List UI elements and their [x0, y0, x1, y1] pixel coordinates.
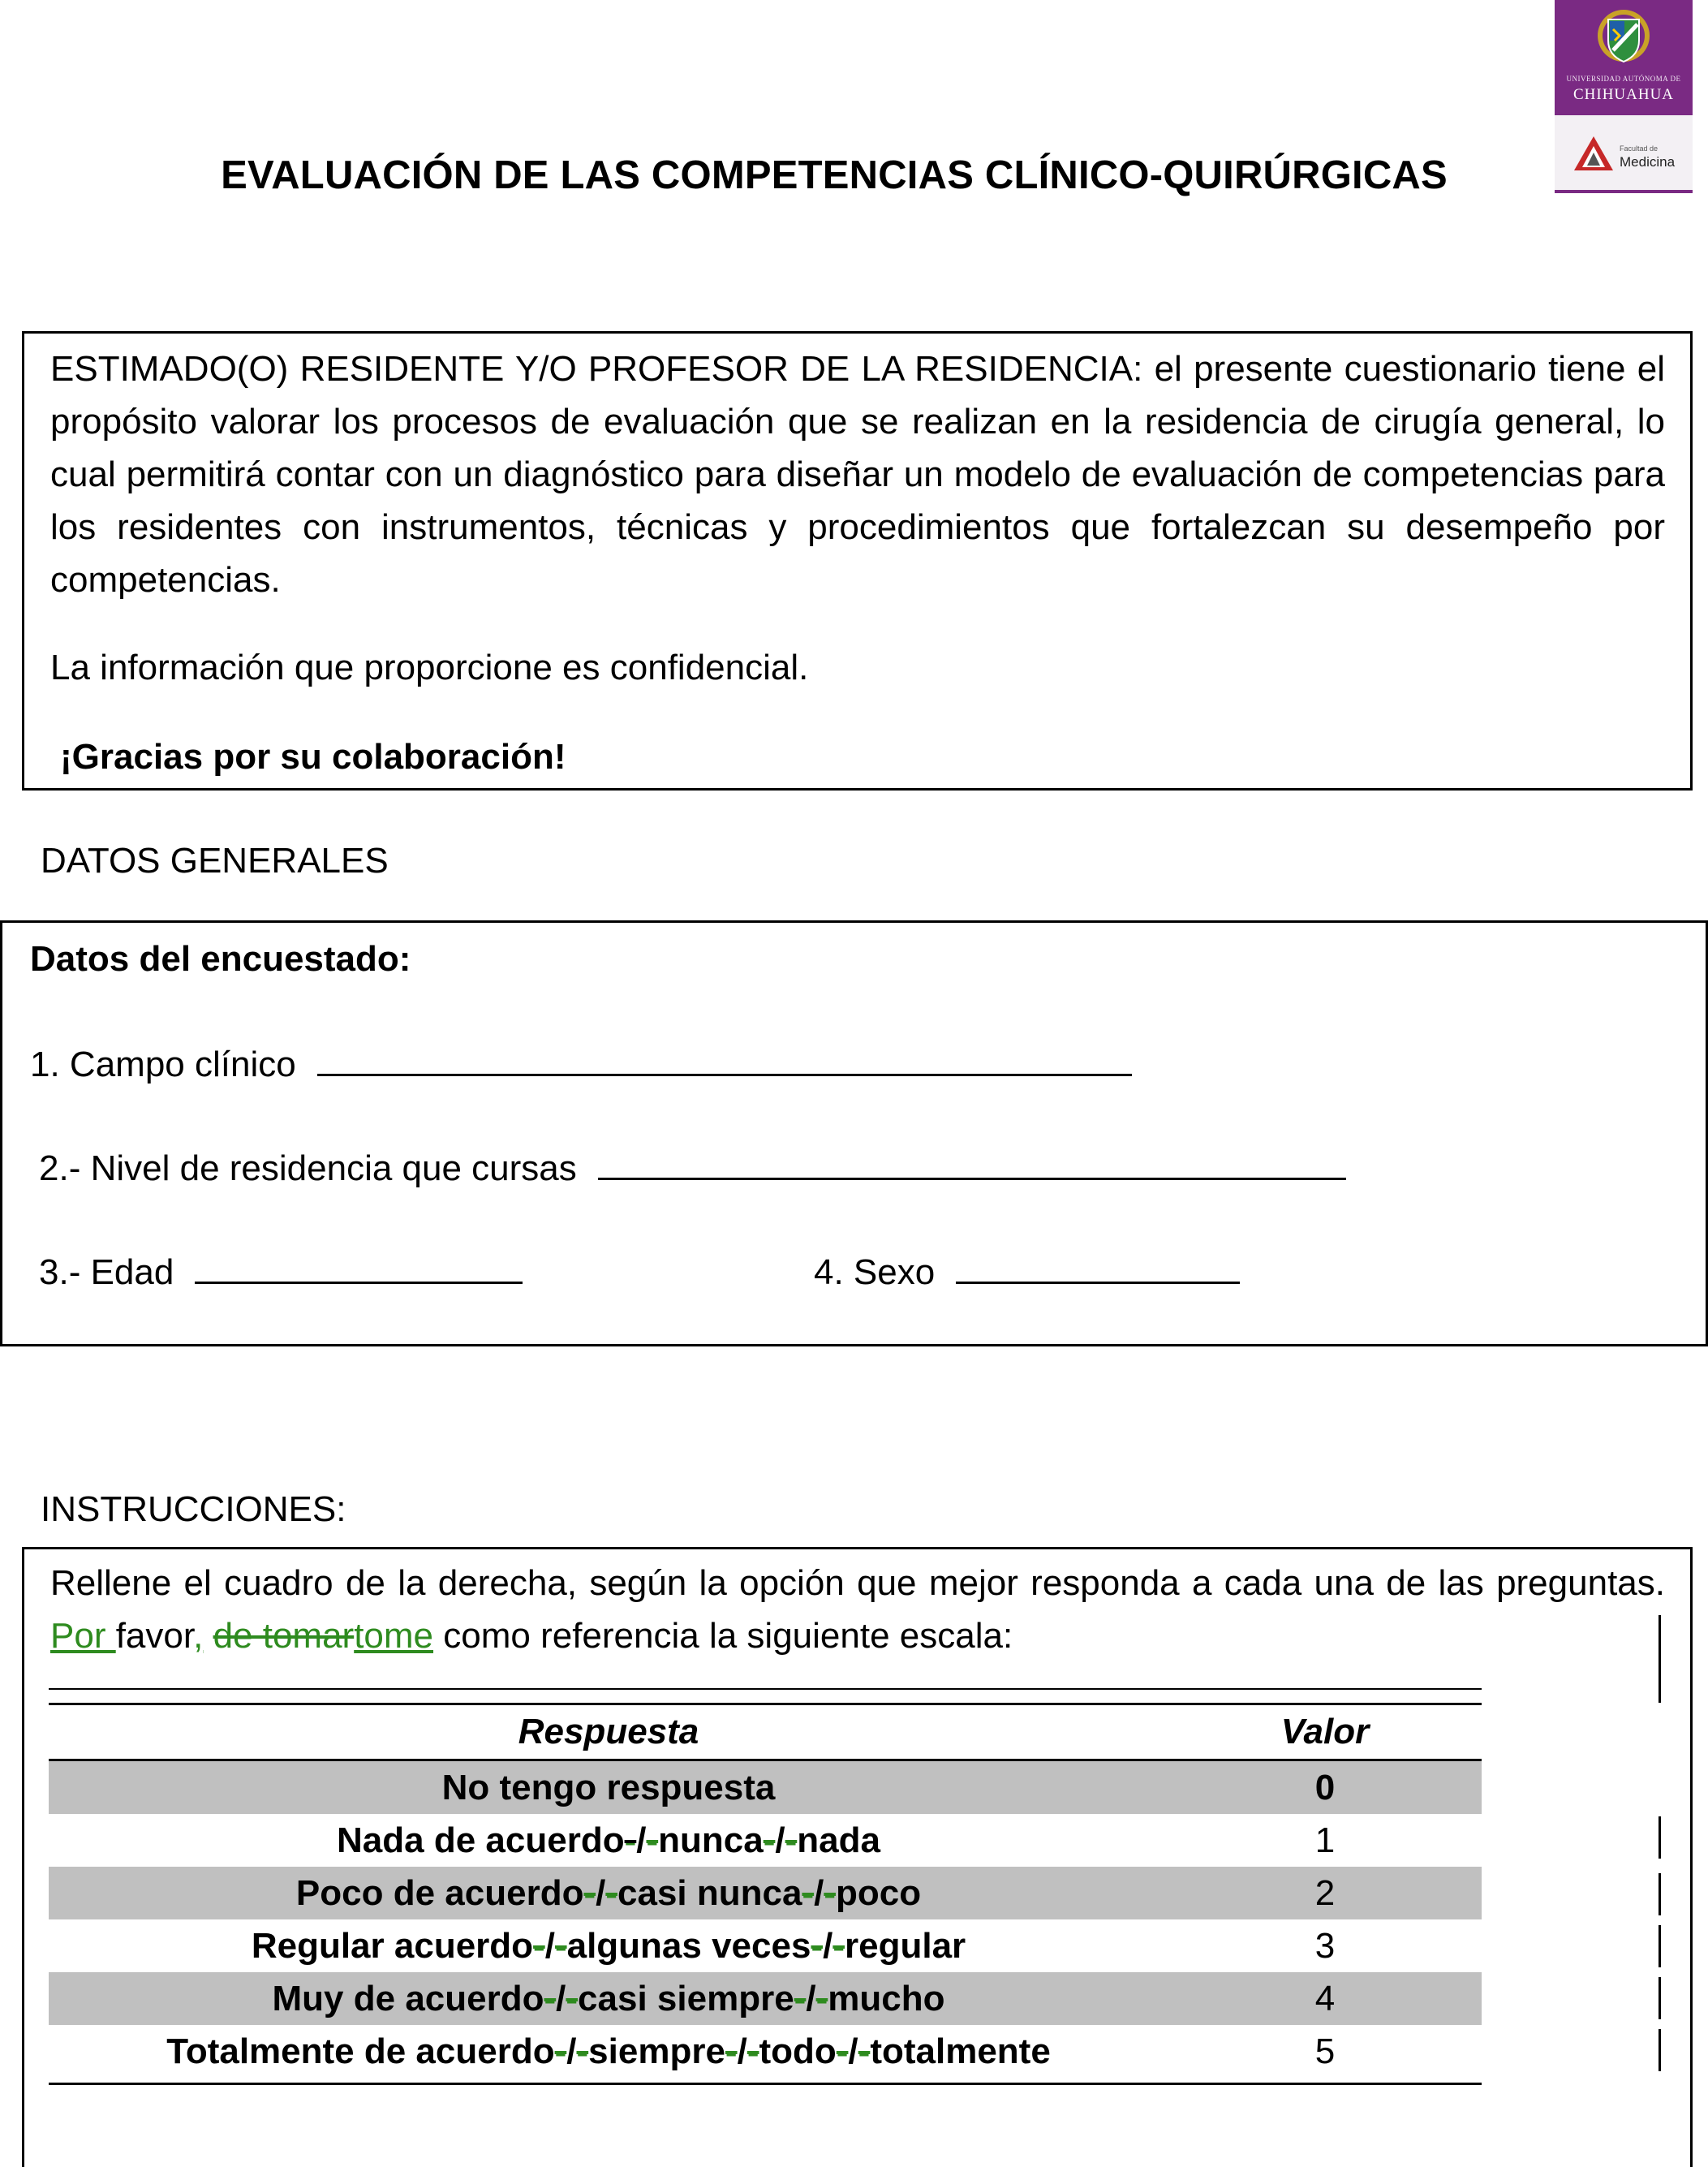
separator-mark: - [554, 2031, 567, 2071]
separator-mark: - [566, 1978, 579, 2018]
table-header [49, 1705, 1482, 1761]
respuesta-part: totalmente [870, 2031, 1051, 2071]
separator-mark: - [836, 2031, 849, 2071]
valor-cell: 2 [1314, 1872, 1336, 1913]
thanks-note: ¡Gracias por su colaboración! [60, 737, 566, 777]
valor-cell: 1 [1314, 1820, 1336, 1860]
change-bar [1659, 1873, 1661, 1915]
page-title: EVALUACIÓN DE LAS COMPETENCIAS CLÍNICO-QUIRÚRGICAS [221, 153, 1448, 197]
separator-mark: - [646, 1820, 659, 1860]
shield-icon [1595, 5, 1652, 71]
table-row [49, 1814, 1482, 1867]
separator: - [624, 1820, 637, 1860]
separator-mark: - [785, 1820, 798, 1860]
separator-mark: - [763, 1820, 776, 1860]
change-bar [1659, 1816, 1661, 1859]
separator-slash: / [636, 1820, 647, 1860]
separator-mark: - [815, 1978, 828, 2018]
change-bar [1659, 1977, 1661, 2019]
scale-table [49, 1688, 1482, 2085]
nivel-residencia-label: 2.- Nivel de residencia que cursas [39, 1148, 577, 1188]
respuesta-part: regular [845, 1925, 966, 1966]
instrucciones-label: INSTRUCCIONES: [41, 1489, 346, 1529]
separator-mark: - [746, 2031, 759, 2071]
instr-text-after: como referencia la siguiente escala: [433, 1616, 1013, 1656]
respuesta-cell: No tengo respuesta [441, 1767, 776, 1807]
separator-mark: - [533, 1925, 545, 1966]
respuesta-part: Poco de acuerdo [295, 1872, 584, 1913]
respuesta-cell [49, 1820, 1168, 1861]
table-row [49, 2025, 1482, 2078]
separator-slash: / [848, 2031, 858, 2071]
change-bar [1659, 1615, 1661, 1703]
edad-label: 3.- Edad [39, 1252, 174, 1292]
respuesta-part: poco [835, 1872, 922, 1913]
respuesta-part: algunas veces [566, 1925, 811, 1966]
respuesta-part: casi nunca [617, 1872, 802, 1913]
separator-mark: - [583, 1872, 596, 1913]
logo-university-name: CHIHUAHUA [1572, 86, 1675, 103]
valor-cell: 0 [1314, 1767, 1336, 1807]
separator-slash: / [566, 2031, 577, 2071]
separator-mark: - [811, 1925, 824, 1966]
valor-cell: 3 [1314, 1925, 1336, 1966]
logo-top-band [1555, 0, 1693, 115]
separator-mark: - [544, 1978, 557, 2018]
respuesta-part: mucho [828, 1978, 945, 2018]
table-row [49, 1761, 1482, 1814]
separator-slash: / [596, 1872, 606, 1913]
edad-blank[interactable] [195, 1249, 523, 1284]
respuesta-part: nada [797, 1820, 880, 1860]
change-bar [1659, 2029, 1661, 2071]
instrucciones-paragraph [50, 1557, 1665, 1662]
inserted-tome: tome [354, 1616, 434, 1656]
intro-paragraph: ESTIMADO(O) RESIDENTE Y/O PROFESOR DE LA RESIDENCIA: el presente cuestionario tiene el propósito valorar los procesos de evaluación que se realizan en la residencia de cirugía general, lo cual permitirá contar con un diagnóstico para diseñar un modelo de evaluación de competencias para los residentes con instrumentos, técnicas y procedimientos que fortalezcan su desempeño por competencias. [50, 349, 1665, 600]
separator-slash: / [814, 1872, 824, 1913]
nivel-residencia-blank[interactable] [598, 1145, 1346, 1180]
campo-clinico-blank[interactable] [317, 1041, 1132, 1076]
table-row [49, 1919, 1482, 1972]
separator-mark: - [554, 1925, 567, 1966]
change-bar [1659, 1925, 1661, 1967]
logo-university-small: UNIVERSIDAD AUTÓNOMA DE [1566, 75, 1681, 83]
separator-mark: - [576, 2031, 589, 2071]
respuesta-cell [49, 1979, 1168, 2019]
header-valor: Valor [1280, 1712, 1370, 1751]
respuesta-part: nunca [658, 1820, 764, 1860]
table-rule [49, 2083, 1482, 2085]
edad-field [39, 1248, 523, 1297]
confidential-note: La información que proporcione es confidencial. [50, 648, 809, 687]
separator-mark: - [605, 1872, 617, 1913]
logo-faculty-name: Medicina [1620, 154, 1676, 170]
sexo-blank[interactable] [956, 1249, 1240, 1284]
deleted-de-tomar: de tomar [213, 1616, 355, 1656]
inserted-por: Por [50, 1616, 116, 1656]
header-respuesta: Respuesta [518, 1712, 699, 1751]
separator-mark: - [832, 1925, 845, 1966]
separator-slash: / [775, 1820, 785, 1860]
table-row [49, 1867, 1482, 1919]
separator-mark: - [802, 1872, 815, 1913]
table-rule [49, 1688, 1482, 1690]
campo-clinico-field [30, 1040, 1132, 1089]
respuesta-part: Regular acuerdo [251, 1925, 534, 1966]
separator-slash: / [556, 1978, 566, 2018]
valor-cell: 4 [1314, 1978, 1336, 2018]
respuesta-part: Muy de acuerdo [272, 1978, 544, 2018]
instr-text-before: Rellene el cuadro de la derecha, según la opción que mejor responda a cada una de las preguntas. [50, 1563, 1665, 1603]
separator-mark: - [725, 2031, 738, 2071]
respuesta-part: todo [759, 2031, 837, 2071]
respuesta-part: Nada de acuerdo [337, 1820, 625, 1860]
separator-slash: / [806, 1978, 816, 2018]
instr-text-favor: favor [115, 1616, 194, 1656]
table-row [49, 1972, 1482, 2025]
separator-mark: - [824, 1872, 836, 1913]
separator-slash: / [544, 1925, 555, 1966]
separator-slash: / [823, 1925, 833, 1966]
encuestado-heading: Datos del encuestado: [30, 939, 411, 979]
respuesta-cell [49, 2031, 1168, 2072]
separator-slash: / [737, 2031, 747, 2071]
valor-cell: 5 [1314, 2031, 1336, 2071]
sexo-label: 4. Sexo [814, 1252, 936, 1292]
respuesta-part: siempre [588, 2031, 725, 2071]
separator-mark: - [794, 1978, 807, 2018]
instr-text-space [203, 1616, 213, 1656]
respuesta-cell [49, 1873, 1168, 1914]
nivel-residencia-field [39, 1144, 1346, 1193]
separator-mark: - [858, 2031, 871, 2071]
inserted-comma: , [193, 1616, 204, 1656]
campo-clinico-label: 1. Campo clínico [30, 1045, 296, 1084]
logo-faculty-small: Facultad de [1620, 144, 1659, 153]
sexo-field [814, 1248, 1240, 1297]
respuesta-cell [49, 1926, 1168, 1967]
datos-generales-label: DATOS GENERALES [41, 841, 389, 881]
respuesta-part: casi siempre [578, 1978, 794, 2018]
respuesta-part: Totalmente de acuerdo [166, 2031, 555, 2071]
